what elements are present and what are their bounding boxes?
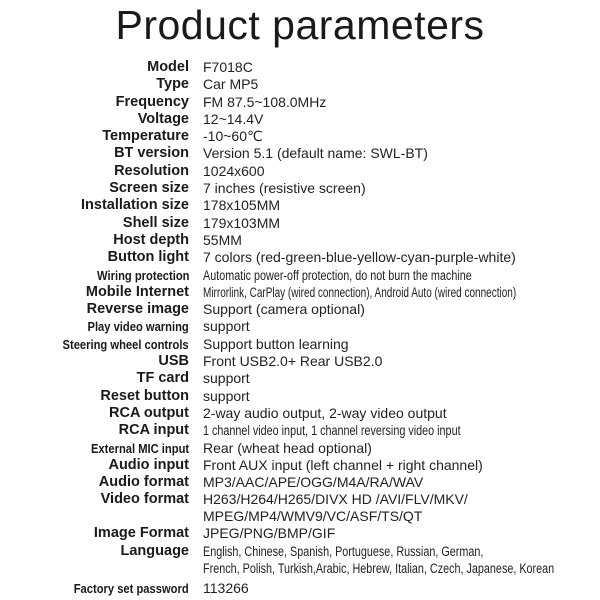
spec-row [0, 94, 600, 111]
spec-row [0, 353, 600, 370]
spec-value [203, 197, 280, 214]
spec-row [0, 163, 600, 180]
spec-value [203, 336, 349, 353]
spec-value-line: -10~60℃ [203, 128, 263, 145]
spec-row [0, 267, 600, 284]
spec-label: Model [147, 59, 189, 75]
spec-value-line: MP3/AAC/APE/OGG/M4A/RA/WAV [203, 474, 424, 491]
spec-value [203, 180, 366, 197]
spec-value [203, 525, 335, 542]
spec-value-line: Car MP5 [203, 76, 259, 93]
spec-value-line: support [203, 387, 250, 404]
spec-value [203, 284, 516, 301]
spec-value [203, 353, 382, 370]
spec-value-line: English, Chinese, Spanish, Portuguese, Russian, German, [203, 543, 484, 559]
spec-value [203, 145, 428, 162]
spec-label: USB [158, 353, 189, 370]
spec-value-line: 113266 [203, 579, 249, 596]
spec-value [203, 491, 468, 525]
spec-value-line: 7 inches (resistive screen) [203, 180, 366, 197]
spec-value-line: Automatic power-off protection, do not burn the machine [203, 267, 472, 283]
spec-value-line: 7 colors (red-green-blue-yellow-cyan-purple-white) [203, 249, 516, 266]
spec-value [203, 422, 461, 439]
spec-value [203, 388, 250, 405]
spec-label: Reset button [100, 387, 189, 404]
spec-value-line: 1024x600 [203, 162, 265, 179]
spec-row [0, 180, 600, 197]
spec-row [0, 76, 600, 93]
spec-row [0, 491, 600, 525]
spec-value [203, 457, 483, 474]
spec-value [203, 440, 372, 457]
spec-row [0, 128, 600, 145]
spec-label: Reverse image [86, 301, 189, 318]
spec-value-line: French, Polish, Turkish,Arabic, Hebrew, Italian, Czech, Japanese, Korean [203, 560, 555, 576]
spec-value-line: 178x105MM [203, 197, 281, 214]
spec-value-line: Front USB2.0+ Rear USB2.0 [203, 353, 383, 370]
spec-value-line: Mirrorlink, CarPlay (wired connection), Android Auto (wired connection) [203, 284, 517, 300]
spec-value-line: 55MM [203, 231, 242, 248]
spec-value-line: Front AUX input (left channel + right channel) [203, 456, 483, 473]
spec-label: Host depth [113, 231, 189, 248]
spec-value-line: 12~14.4V [203, 110, 264, 127]
spec-label: Steering wheel controls [62, 336, 189, 352]
spec-value [203, 94, 326, 111]
spec-label: Factory set password [74, 580, 189, 596]
spec-row [0, 59, 600, 76]
spec-label: RCA output [109, 404, 189, 421]
spec-table [0, 59, 600, 597]
page-title: Product parameters [115, 2, 485, 48]
spec-value [203, 215, 280, 232]
spec-value [203, 76, 258, 93]
spec-value-line: 179x103MM [203, 214, 281, 231]
spec-row [0, 543, 600, 580]
spec-value-line: H263/H264/H265/DIVX HD /AVI/FLV/MKV/ [203, 491, 468, 508]
spec-row [0, 232, 600, 249]
spec-label: Audio format [98, 474, 189, 491]
spec-row [0, 318, 600, 335]
spec-label: Type [156, 76, 189, 93]
spec-value [203, 111, 263, 128]
spec-row [0, 440, 600, 457]
spec-label: Shell size [122, 214, 189, 231]
spec-label: Screen size [109, 180, 189, 197]
spec-value [203, 249, 516, 266]
spec-label: BT version [114, 145, 189, 162]
spec-label: Image Format [93, 525, 189, 542]
spec-row [0, 215, 600, 232]
spec-value [203, 318, 250, 335]
spec-row [0, 405, 600, 422]
spec-value-line: 1 channel video input, 1 channel reversing video input [203, 423, 461, 439]
spec-value-line: support [203, 318, 250, 335]
spec-label: Frequency [115, 93, 189, 110]
spec-label: Play video warning [87, 319, 189, 335]
spec-value [203, 474, 423, 491]
spec-label: RCA input [118, 422, 189, 439]
spec-value-line: MPEG/MP4/WMV9/VC/ASF/TS/QT [203, 508, 423, 525]
spec-row [0, 301, 600, 318]
spec-row [0, 197, 600, 214]
spec-label: Voltage [137, 110, 189, 127]
spec-label: External MIC input [90, 440, 189, 456]
spec-value [203, 128, 263, 145]
spec-row [0, 336, 600, 353]
spec-value-line: 2-way audio output, 2-way video output [203, 404, 447, 421]
spec-row [0, 525, 600, 542]
spec-row [0, 249, 600, 266]
spec-value-line: Rear (wheat head optional) [203, 439, 372, 456]
spec-row [0, 145, 600, 162]
spec-row [0, 284, 600, 301]
spec-value [203, 405, 447, 422]
spec-value [203, 232, 242, 249]
spec-value-line: Version 5.1 (default name: SWL-BT) [203, 145, 428, 162]
spec-value [203, 370, 250, 387]
spec-value [203, 163, 265, 180]
spec-value-line: FM 87.5~108.0MHz [203, 93, 327, 110]
spec-row [0, 111, 600, 128]
spec-label: Wiring protection [96, 267, 189, 283]
spec-label: Resolution [114, 162, 189, 179]
spec-value-line: support [203, 370, 250, 387]
spec-label: TF card [136, 370, 189, 387]
spec-value-line: JPEG/PNG/BMP/GIF [203, 525, 336, 542]
spec-label: Button light [107, 249, 189, 266]
spec-value [203, 543, 554, 577]
spec-row [0, 370, 600, 387]
spec-row [0, 388, 600, 405]
spec-value [203, 267, 472, 284]
spec-row [0, 457, 600, 474]
spec-value-line: F7018C [203, 59, 253, 75]
spec-value-line: Support button learning [203, 335, 349, 352]
spec-label: Temperature [102, 128, 189, 145]
spec-label: Language [120, 542, 189, 559]
spec-value [203, 59, 253, 76]
spec-value [203, 301, 365, 318]
spec-label: Video format [100, 491, 189, 508]
spec-value [203, 580, 249, 597]
spec-row [0, 474, 600, 491]
spec-label: Installation size [81, 197, 189, 214]
spec-value-line: Support (camera optional) [203, 301, 365, 318]
spec-label: Audio input [108, 456, 189, 473]
spec-row [0, 422, 600, 439]
spec-label: Mobile Internet [85, 283, 189, 300]
spec-row [0, 580, 600, 597]
